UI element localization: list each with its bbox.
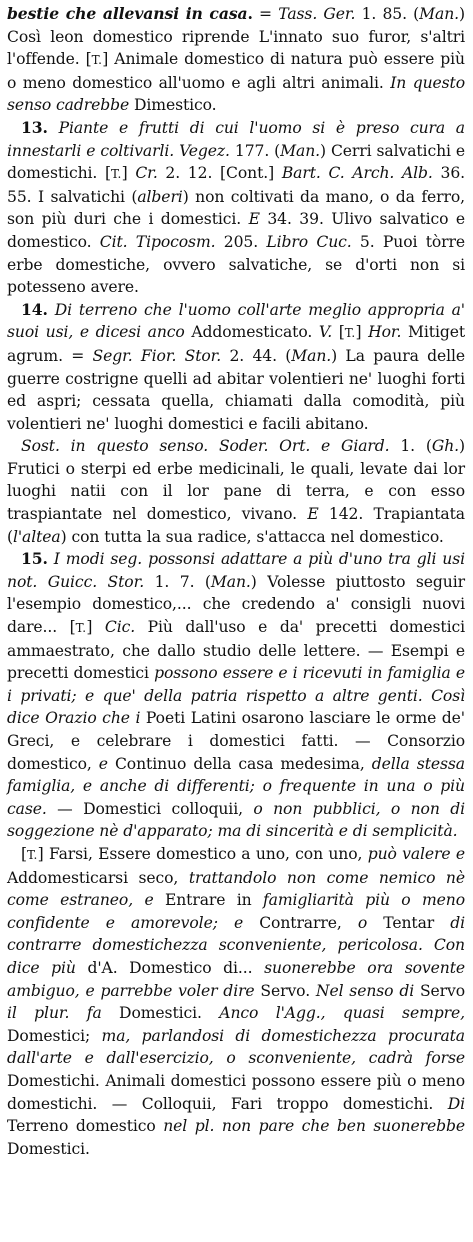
entry-sense-13: 13. Piante e frutti di cui l'uomo si è preso cura a innestarli e coltivarli. Vegez. 177. (Man.) Cerri salvatichi e domestichi. [T.] Cr. 2. 12. [Cont.] Bart. C. Arch. Alb. 36. 55. I salvatichi (alberi) non coltivati da mano, o da ferro, son più duri che i domestici. E 34. 39. Ulivo salvatico e domestico. Cit. Tipocosm. 205. Libro Cuc. 5. Puoi tòrre erbe domestiche, ovvero salvatiche, se d'orti non si potesseno avere. — [7, 117, 466, 297]
entry-substantive: Sost. in questo senso. Soder. Ort. e Giard. 1. (Gh.) Frutici o sterpi ed erbe medicinali, le quali, levate dai lor luoghi natii con il lor pane di terra, e con esso traspiantate nel domestico, vivano. E 142. Trapiantata (l'altea) con tutta la sua radice, s'attacca nel domestico. — [7, 437, 465, 546]
entry-continuation: bestie che allevansi in casa. = Tass. Ger. 1. 85. (Man.) Così leon domestico riprende L'innato suo furor, s'altri l'offende. [T.] Animale domestico di natura può essere più o meno domestico all'uomo e agli altri animali. In questo senso cadrebbe Dimestico. — [7, 4, 466, 115]
entry-sense-14: 14. Di terreno che l'uomo coll'arte meglio appropria a' suoi usi, e dicesi anco Addomesticato. V. [T.] Hor. Mitiget agrum. = Segr. Fior. Stor. 2. 44. (Man.) La paura delle guerre costrigne quelli ad abitar volentieri ne' luoghi forti ed aspri; cessata quella, chiamati dalla comodità, più volentieri ne' luoghi domestici e facili abitano. — [7, 299, 466, 433]
entry-usage-note: [T.] Farsi, Essere domestico a uno, con uno, può valere e Addomesticarsi seco, trattandolo non come nemico nè come estraneo, e Entrare in famigliarità più o meno confidente e amorevole; e Contrarre, o Tentar di contrarre domestichezza sconveniente, pericolosa. Con dice più d'A. Domestico di... suonerebbe ora sovente ambiguo, e parrebbe voler dire Servo. Nel senso di Servo il plur. fa Domestici. Anco l'Agg., quasi sempre, Domestici; ma, parlandosi di domestichezza procurata dall'arte e dall'esercizio, o sconveniente, cadrà forse Domestichi. Animali domestici possono essere più o meno domestichi. — Colloquii, Fari troppo domestichi. Di Terreno domestico nel pl. non pare che ben suonerebbe Domestici. — [7, 844, 466, 1158]
entry-sense-15: 15. I modi seg. possonsi adattare a più d'uno tra gli usi not. Guicc. Stor. 1. 7. (Man.) Volesse piuttosto seguir l'esempio domestico,... che credendo a' consigli nuovi dare... [T.] Cic. Più dall'uso e da' precetti domestici ammaestrato, che dallo studio delle lettere. — Esempi e precetti domestici possono essere e i ricevuti in famiglia e i privati; e que' della patria rispetto a altre genti. Così dice Orazio che i Poeti Latini osarono lasciare le orme de' Greci, e celebrare i domestici fatti. — Consorzio domestico, e Continuo della casa medesima, della stessa famiglia, e anche di differenti; o frequente in una o più case. — Domestici colloquii, o non pubblici, o non di soggezione nè d'apparato; ma di sincerità e di semplicità. — [7, 549, 466, 841]
